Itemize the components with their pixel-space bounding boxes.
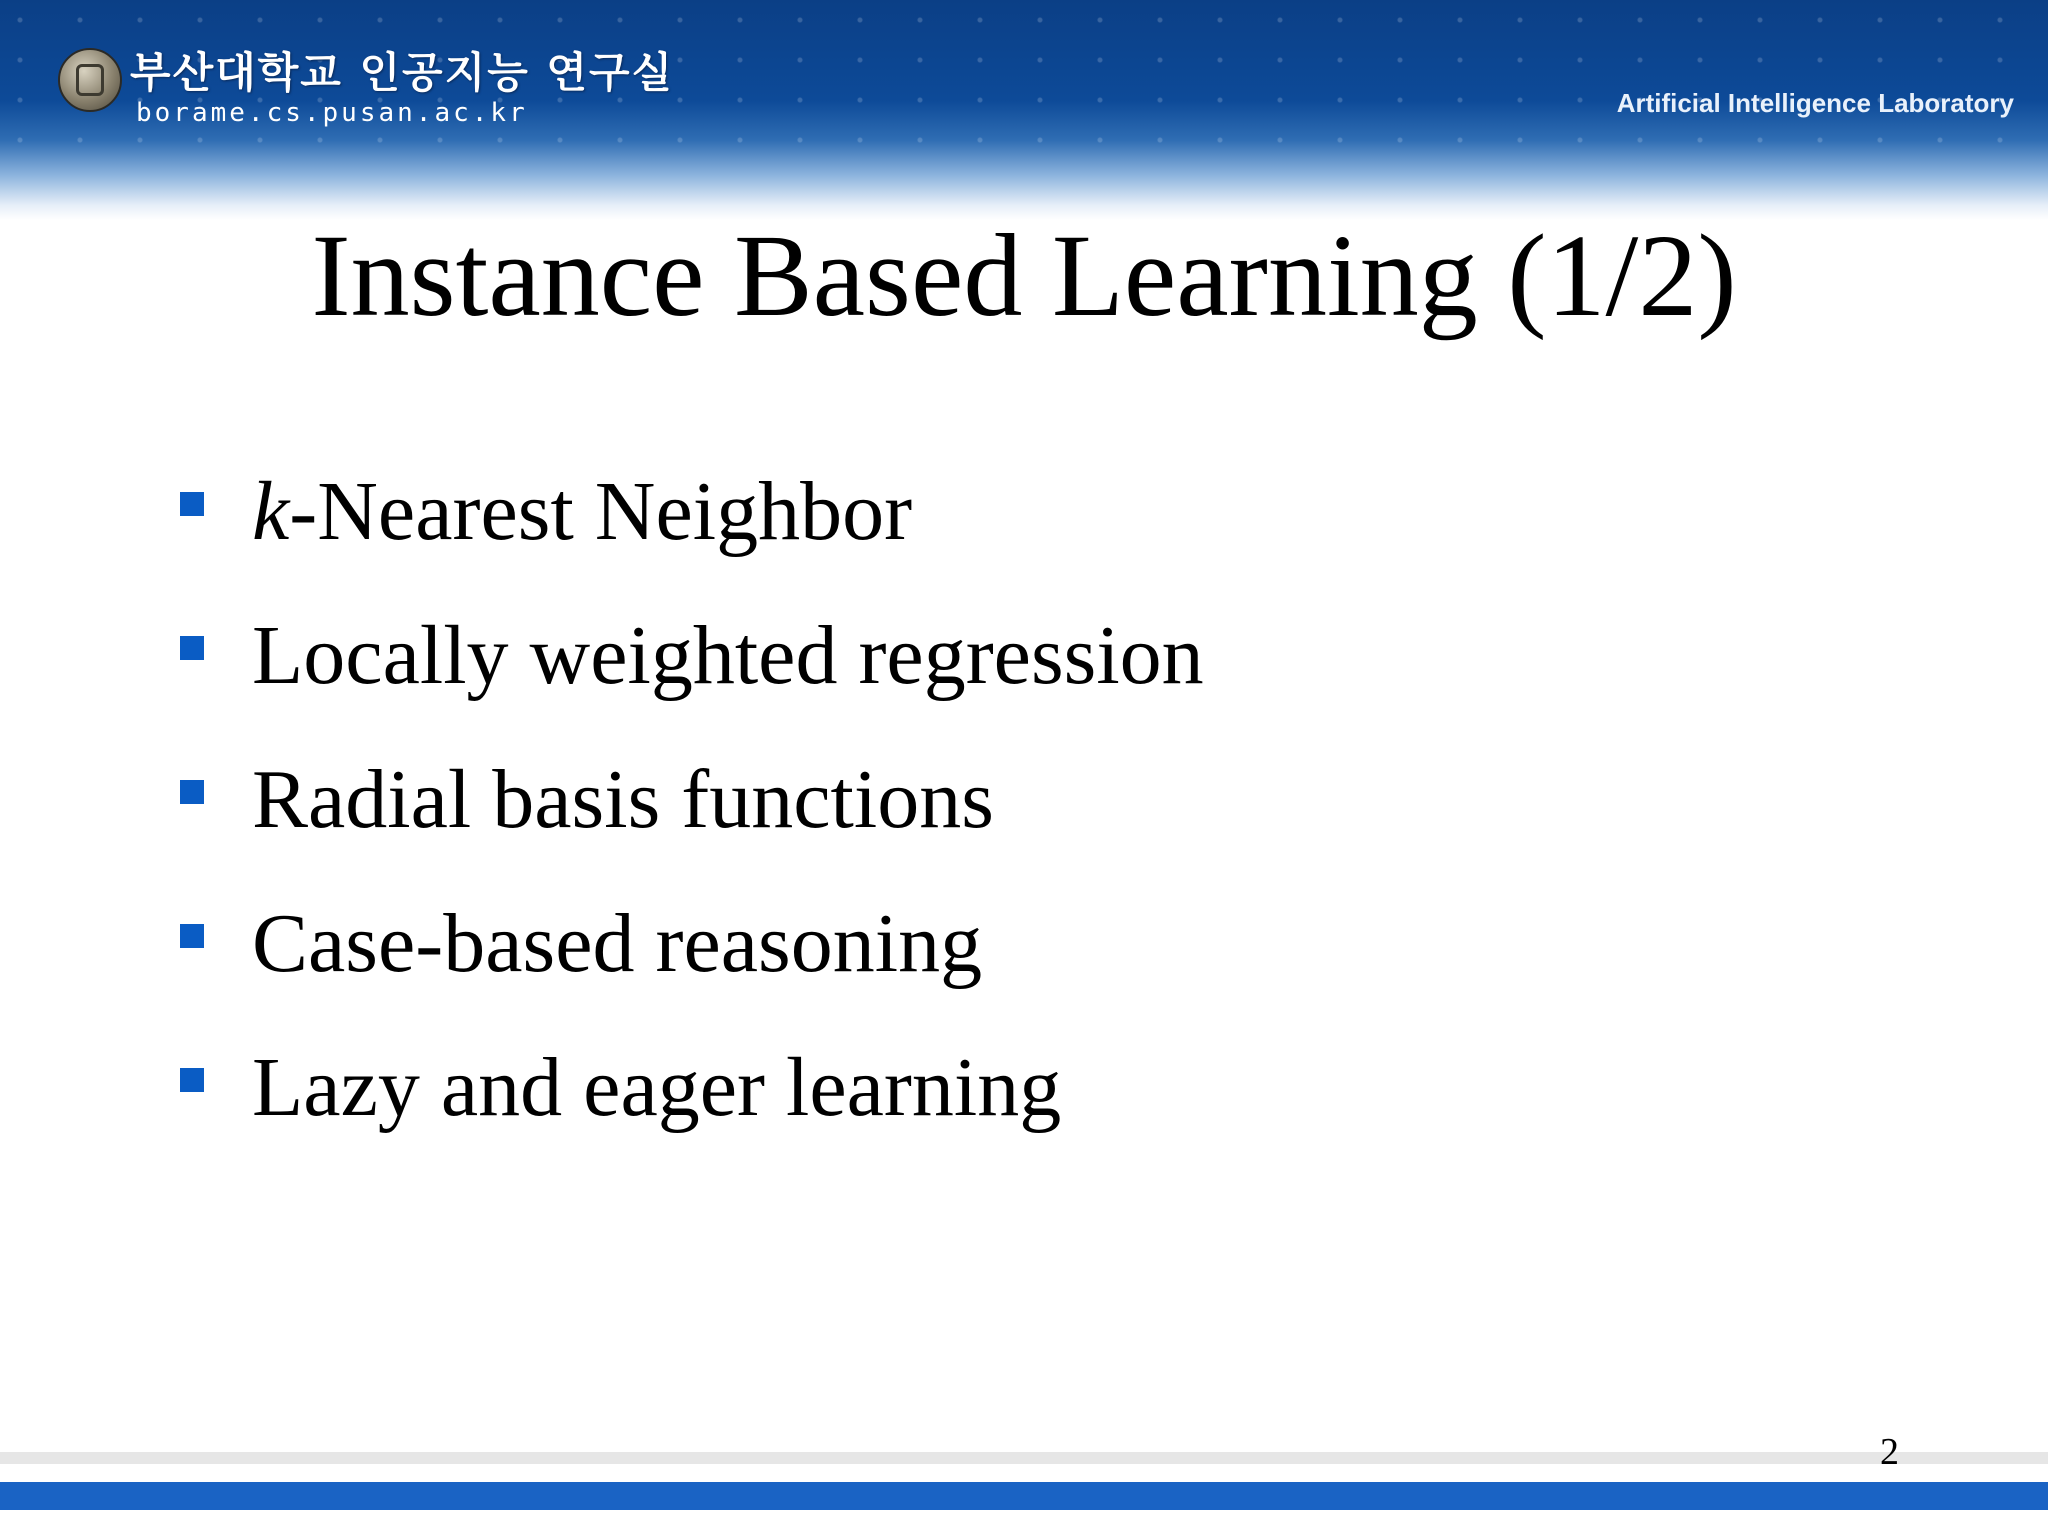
bullet-item: [180, 465, 1204, 614]
lab-name-korean: 부산대학교 인공지능 연구실: [130, 48, 675, 97]
bullet-label: Locally weighted regression: [252, 609, 1204, 702]
bullet-label: Lazy and eager learning: [252, 1041, 1062, 1134]
bullet-square-icon: [180, 780, 204, 804]
bullet-list: [180, 465, 1204, 1190]
bullet-italic-prefix: k: [252, 465, 290, 558]
slide-title: Instance Based Learning (1/2): [311, 210, 1737, 341]
header-banner: [0, 0, 2048, 220]
lab-url: borame.cs.pusan.ac.kr: [136, 98, 528, 128]
bullet-square-icon: [180, 924, 204, 948]
bullet-item: [180, 1041, 1204, 1190]
bullet-square-icon: [180, 492, 204, 516]
footer-blue-bar: [0, 1482, 2048, 1510]
lab-name-english: Artificial Intelligence Laboratory: [1616, 88, 2014, 118]
bullet-label: Case-based reasoning: [252, 897, 983, 990]
bullet-item: [180, 897, 1204, 1046]
bullet-label: Radial basis functions: [252, 753, 994, 846]
bullet-item: [180, 753, 1204, 902]
university-seal-icon: [58, 48, 122, 112]
bullet-label: -Nearest Neighbor: [289, 465, 913, 558]
footer-gray-bar: [0, 1452, 2048, 1464]
page-number: 2: [1880, 1431, 1899, 1473]
bullet-text: [252, 465, 912, 558]
bullet-item: [180, 609, 1204, 758]
bullet-square-icon: [180, 1068, 204, 1092]
bullet-square-icon: [180, 636, 204, 660]
